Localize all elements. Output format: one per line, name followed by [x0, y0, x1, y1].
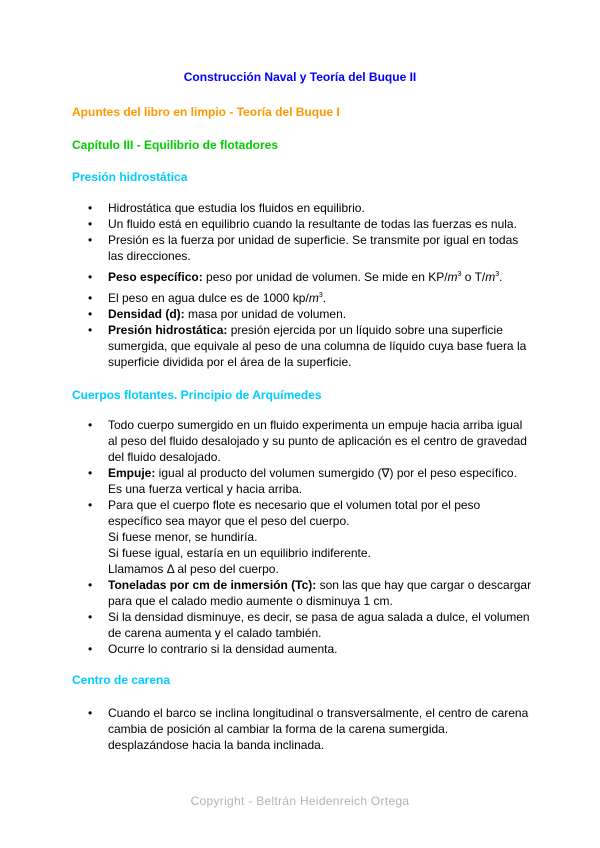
- term-label: Presión hidrostática:: [108, 323, 228, 337]
- bullet-list-carena: [72, 705, 532, 753]
- term-label: Peso específico:: [108, 270, 203, 284]
- list-item: [72, 641, 532, 657]
- document-subtitle: Apuntes del libro en limpio - Teoría del Buque I: [72, 105, 340, 119]
- exponent: 3: [457, 271, 462, 278]
- list-item: [72, 609, 532, 641]
- list-item-text: masa por unidad de volumen.: [184, 307, 347, 321]
- list-item: [72, 322, 532, 370]
- unit-symbol: m: [447, 270, 458, 284]
- list-item-text: presión ejercida por un líquido sobre una superficie sumergida, que equivale al peso de una columna de líquido cuya base fuera la superficie dividida por el área de la superficie.: [108, 323, 527, 369]
- list-item-text: • Para que el cuerpo flote es necesario que el volumen total por el peso específico sea mayor que el peso del cuerpo.: [108, 498, 481, 528]
- list-item: [72, 465, 532, 497]
- list-item: [72, 290, 532, 306]
- chapter-heading: Capítulo III - Equilibrio de flotadores: [72, 138, 279, 152]
- unit-symbol: m: [485, 270, 496, 284]
- list-item-text: Si fuese igual, estaría en un equilibrio indiferente.: [108, 546, 371, 560]
- list-item: [72, 216, 532, 232]
- list-item-text: El peso en agua dulce es de 1000 kp/: [108, 291, 309, 305]
- list-item-text: Hidrostática que estudia los fluidos en equilibrio.: [108, 201, 365, 215]
- list-item-text: son las que hay que cargar o descargar para que el calado medio aumente o disminuya 1 cm.: [108, 578, 532, 608]
- list-item-text: Llamamos Δ al peso del cuerpo.: [108, 562, 279, 576]
- exponent: 3: [495, 271, 500, 278]
- list-item: [72, 200, 532, 216]
- list-item: [72, 577, 532, 609]
- list-item-text: peso por unidad de volumen. Se mide en KP/: [202, 270, 448, 284]
- copyright-footer: Copyright - Beltrán Heidenreich Ortega: [190, 794, 410, 808]
- list-item: [72, 232, 532, 264]
- list-item-text: Presión es la fuerza por unidad de superficie. Se transmite por igual en todas las direcciones.: [108, 233, 519, 263]
- list-item: [72, 306, 532, 322]
- term-label: Densidad (d):: [108, 307, 185, 321]
- bullet-list-flotantes: [72, 417, 532, 657]
- list-item: [72, 417, 532, 465]
- list-item-text: igual al producto del volumen sumergido (∇) por el peso específico. Es una fuerza vertical y hacia arriba.: [108, 466, 517, 496]
- list-item-text: Ocurre lo contrario si la densidad aumenta.: [108, 642, 338, 656]
- section-heading-carena: Centro de carena: [72, 673, 171, 687]
- section-heading-presion: Presión hidrostática: [72, 170, 188, 184]
- list-item-text: Un fluido está en equilibrio cuando la resultante de todas las fuerzas es nula.: [108, 217, 517, 231]
- list-item-text: .: [322, 291, 327, 305]
- list-item-text: Si la densidad disminuye, es decir, se pasa de agua salada a dulce, el volumen de carena aumenta y el calado también.: [108, 610, 530, 640]
- list-item: [72, 497, 532, 577]
- list-item-text: Cuando el barco se inclina longitudinal o transversalmente, el centro de carena cambia de posición al cambiar la forma de la carena sumergida. desplazándose hacia la banda inclinada.: [108, 706, 529, 752]
- list-item-text: o T/: [461, 270, 486, 284]
- unit-symbol: m: [308, 291, 319, 305]
- list-item-text: .: [499, 270, 503, 284]
- term-label: Toneladas por cm de inmersión (Tc):: [108, 578, 317, 592]
- list-item-text: Todo cuerpo sumergido en un fluido experimenta un empuje hacia arriba igual al peso del fluido desalojado y su punto de aplicación es el centro de gravedad del fluido desalojado.: [108, 418, 527, 464]
- term-label: Empuje:: [108, 466, 156, 480]
- list-item: [72, 705, 532, 753]
- list-item: [72, 269, 532, 285]
- list-item-text: Si fuese menor, se hundiría.: [108, 530, 258, 544]
- document-title: Construcción Naval y Teoría del Buque II: [183, 70, 417, 84]
- bullet-list-presion: [72, 200, 532, 370]
- exponent: 3: [318, 292, 323, 299]
- section-heading-flotantes: Cuerpos flotantes. Principio de Arquímedes: [72, 388, 322, 402]
